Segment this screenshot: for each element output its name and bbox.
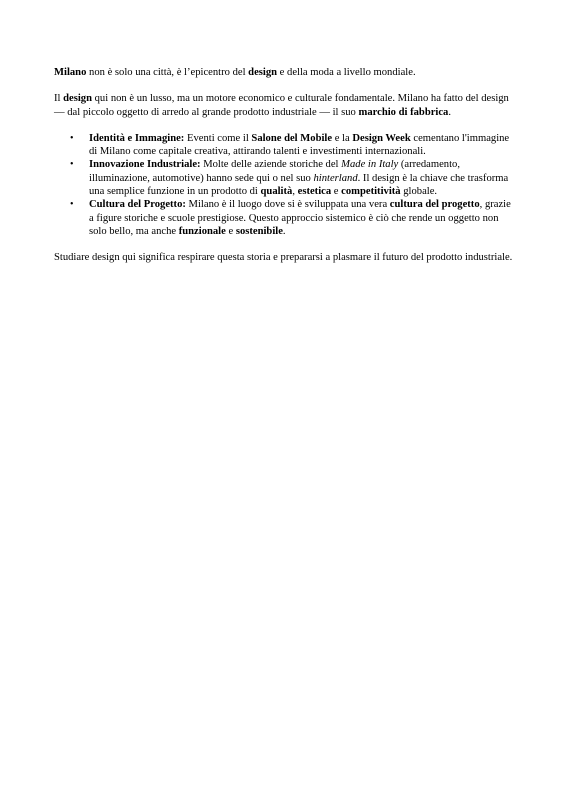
intro-paragraph-1 <box>54 66 514 79</box>
text-run: . <box>448 106 452 118</box>
list-item-title: Identità e Immagine: <box>89 132 185 144</box>
bold-text: competitività <box>341 186 401 198</box>
text-run: , <box>292 186 298 198</box>
text-run: . Il design è la chiave che trasforma una semplice funzione in un prodotto di <box>89 172 509 198</box>
text-run: cementano l'immagine di Milano come capitale creativa, attirando talenti e investimenti internazionali. <box>89 132 510 158</box>
text-run: globale. <box>400 186 438 198</box>
text-run: Molte delle aziende storiche del <box>200 159 342 171</box>
bullet-icon: • <box>70 159 74 171</box>
list-item-cultura <box>70 198 514 238</box>
bold-text: design <box>63 93 92 105</box>
bold-text: funzionale <box>178 225 226 237</box>
list-item-innovazione <box>70 158 514 198</box>
document-page <box>54 66 514 278</box>
text-run: non è solo una città, è l’epicentro del <box>86 67 249 78</box>
bullet-list <box>54 132 514 238</box>
text-run: e della moda a livello mondiale. <box>277 67 416 78</box>
text-run: Eventi come il <box>184 132 252 144</box>
text-run: e la <box>332 132 353 144</box>
bold-text: qualità <box>260 186 293 198</box>
italic-text: hinterland <box>313 172 358 184</box>
bold-text: Salone del Mobile <box>251 132 333 144</box>
italic-text: Made in Italy <box>341 159 399 171</box>
intro-paragraph-2 <box>54 92 514 119</box>
bold-text: Milano <box>54 67 87 78</box>
bold-text: cultura del progetto <box>389 199 480 211</box>
list-item-title: Cultura del Progetto: <box>89 199 186 211</box>
bold-text: estetica <box>297 186 332 198</box>
bold-text: Design Week <box>352 132 411 144</box>
text-run: qui non è un lusso, ma un motore economico e culturale fondamentale. Milano ha fatto del design — dal piccolo oggetto di arredo al grande prodotto industriale — il suo <box>54 93 509 118</box>
text-run: e <box>225 225 236 237</box>
bold-text: design <box>248 67 278 78</box>
text-run: Milano è il luogo dove si è sviluppata una vera <box>185 199 390 211</box>
list-item-title: Innovazione Industriale: <box>89 159 201 171</box>
list-item-identita <box>70 132 514 159</box>
bold-text: sostenibile <box>235 225 283 237</box>
closing-paragraph: Studiare design qui significa respirare questa storia e prepararsi a plasmare il futuro del prodotto industriale. <box>54 252 513 264</box>
text-run: e <box>331 186 342 198</box>
bullet-icon: • <box>70 132 74 144</box>
text-run: (arredamento, illuminazione, automotive) hanno sede qui o nel suo <box>89 159 460 184</box>
text-run: . <box>282 225 286 237</box>
bullet-icon: • <box>70 199 74 211</box>
text-run: , grazie a figure storiche e scuole prestigiose. Questo approccio sistemico è ciò che rende un oggetto non solo bello, ma anche <box>89 199 511 237</box>
text-run: Il <box>54 93 64 105</box>
bold-text: marchio di fabbrica <box>358 106 449 118</box>
